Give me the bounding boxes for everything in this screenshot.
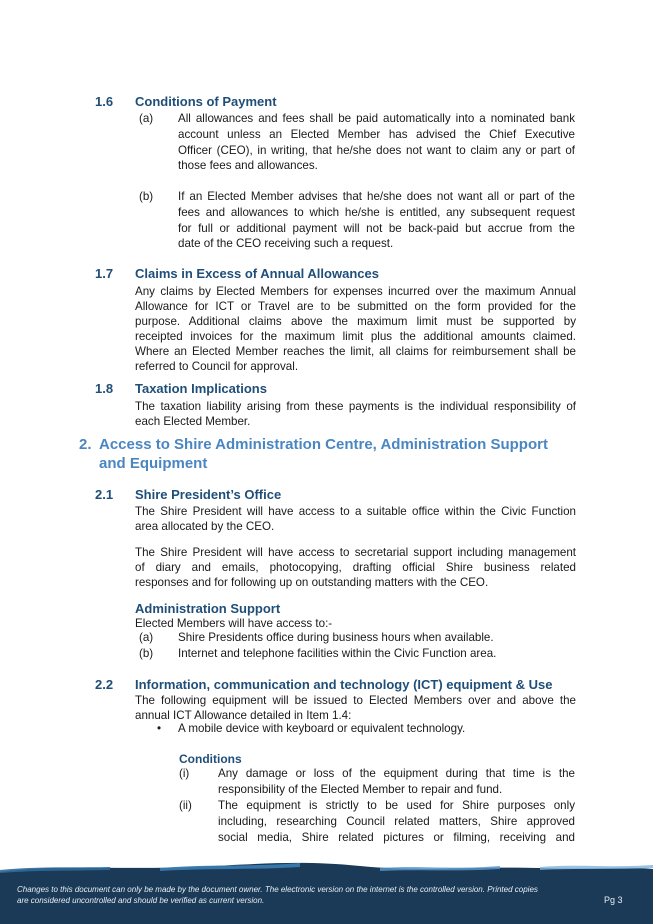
bullet-glyph: • xyxy=(157,722,162,735)
item-label: (i) xyxy=(179,767,190,780)
text-line: purpose. Additional claims above the maximum limit must be supported by xyxy=(135,315,576,328)
admin-intro: Elected Members will have access to:- xyxy=(135,617,333,630)
text-line: account unless an Elected Member has advised the Chief Executive xyxy=(178,127,575,141)
page-footer xyxy=(0,858,653,924)
text-line: for full or additional payment will not be back-paid but accrue from the xyxy=(178,221,575,235)
section-number: 2.2 xyxy=(95,677,114,692)
section-number: 1.8 xyxy=(95,381,114,396)
section-heading-1-6 xyxy=(95,94,595,110)
text-line: annual ICT Allowance detailed in Item 1.4: xyxy=(135,709,352,722)
section-body xyxy=(135,284,576,374)
text-line: those fees and allowances. xyxy=(178,159,318,173)
bullet-text: A mobile device with keyboard or equivalent technology. xyxy=(178,722,466,735)
section-heading-1-7 xyxy=(95,266,595,282)
section-body xyxy=(135,504,576,534)
text-line: Officer (CEO), in writing, that he/she does not want to claim any or part of xyxy=(178,143,575,157)
section-title: Information, communication and technology (ICT) equipment & Use xyxy=(135,677,553,692)
section-number: 2.1 xyxy=(95,487,114,502)
section-body xyxy=(135,399,576,429)
section-body xyxy=(135,545,576,590)
item-label: (b) xyxy=(139,647,154,660)
text-line: Allowance for ICT or Travel are to be submitted on the form provided for the xyxy=(135,300,576,313)
text-line: responses and for following up on outstanding matters with the CEO. xyxy=(135,576,489,589)
chapter-number: 2. xyxy=(79,436,92,453)
footer-disclaimer xyxy=(17,884,557,906)
item-label: (a) xyxy=(139,631,154,644)
text-line: of diary and emails, photocopying, drafting official Shire business related xyxy=(135,561,576,574)
section-title: Shire President’s Office xyxy=(135,487,282,502)
text-line: referred to Council for approval. xyxy=(135,360,299,373)
section-title: Taxation Implications xyxy=(135,381,267,396)
conditions-title: Conditions xyxy=(179,752,242,766)
text-line: Where an Elected Member reaches the limit, all claims for reimbursement shall be xyxy=(135,345,576,358)
text-line: The Shire President will have access to a suitable office within the Civic Function xyxy=(135,505,576,518)
item-label: (b) xyxy=(139,190,154,203)
section-title: Claims in Excess of Annual Allowances xyxy=(135,266,379,281)
text-line: Any damage or loss of the equipment during that time is the xyxy=(218,767,575,780)
section-heading-1-8 xyxy=(95,381,595,397)
text-line: If an Elected Member advises that he/she does not want all or part of the xyxy=(178,190,575,203)
text-line: responsibility of the Elected Member to repair and fund. xyxy=(218,782,503,796)
text-line: each Elected Member. xyxy=(135,415,251,428)
section-title: Conditions of Payment xyxy=(135,94,277,109)
disclaimer-line: Changes to this document can only be made by the document owner. The electronic version on the internet is the controlled version. Printed copies xyxy=(17,885,538,894)
text-line: The Shire President will have access to secretarial support including management xyxy=(135,546,576,559)
text-line: The following equipment will be issued to Elected Members over and above the xyxy=(135,694,576,707)
text-line: receipted invoices for the maximum limit plus the additional amounts claimed. xyxy=(135,330,576,343)
text-line: social media, Shire related pictures or filming, receiving and xyxy=(218,830,575,844)
text-line: area allocated by the CEO. xyxy=(135,520,275,533)
text-line: Any claims by Elected Members for expenses incurred over the maximum Annual xyxy=(135,285,576,298)
item-text: Internet and telephone facilities within the Civic Function area. xyxy=(178,647,497,660)
subsection-title: Administration Support xyxy=(135,601,281,616)
text-line: fees and allowances to which he/she is entitled, any subsequent request xyxy=(178,205,575,219)
section-number: 1.7 xyxy=(95,266,114,281)
text-line: The taxation liability arising from these payments is the individual responsibility of xyxy=(135,400,576,413)
text-line: The equipment is strictly to be used for Shire purposes only xyxy=(218,799,575,812)
text-line: All allowances and fees shall be paid automatically into a nominated bank xyxy=(178,112,575,125)
page-number: Pg 3 xyxy=(604,895,623,905)
item-text: Shire Presidents office during business hours when available. xyxy=(178,631,494,644)
section-heading-2-1 xyxy=(95,487,595,503)
item-label: (ii) xyxy=(179,799,192,812)
item-label: (a) xyxy=(139,112,154,125)
disclaimer-line: are considered uncontrolled and should be verified as current version. xyxy=(17,896,265,905)
text-line: including, researching Council related matters, Shire approved xyxy=(218,814,575,828)
section-body xyxy=(135,693,576,723)
chapter-title: Access to Shire Administration Centre, Administration Support and Equipment xyxy=(99,436,548,472)
text-line: date of the CEO receiving such a request. xyxy=(178,237,394,251)
section-heading-2-2 xyxy=(95,677,595,693)
section-number: 1.6 xyxy=(95,94,114,109)
